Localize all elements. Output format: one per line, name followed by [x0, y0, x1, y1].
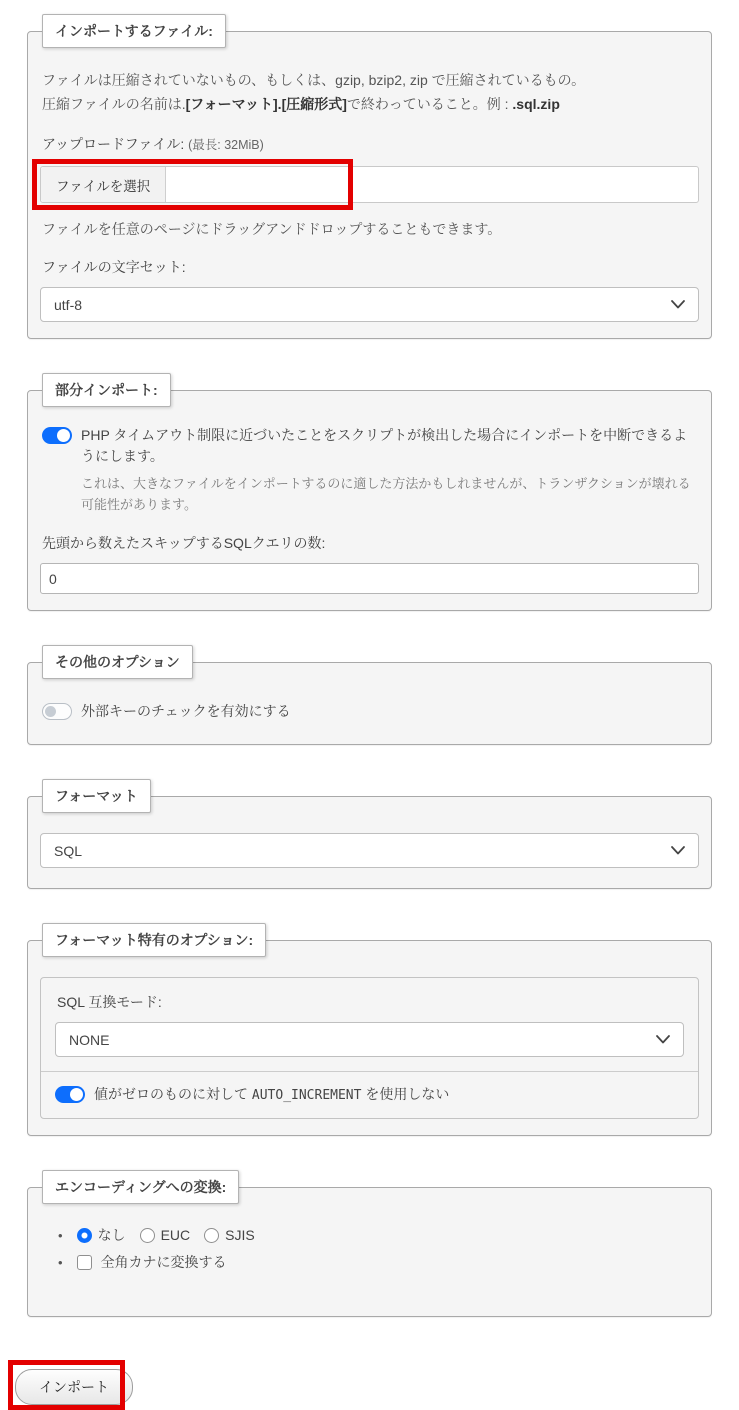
encoding-section [27, 1170, 712, 1317]
format-legend: フォーマット [42, 779, 151, 813]
other-options-legend: その他のオプション [42, 645, 193, 679]
interrupt-toggle-row [42, 425, 697, 467]
partial-import-section [27, 373, 712, 611]
kana-checkbox-label[interactable]: • 全角カナに変換する [100, 1254, 227, 1270]
kana-checkbox-item [58, 1252, 699, 1272]
sql-mode-select[interactable] [55, 1022, 684, 1057]
radio-none[interactable] [77, 1228, 92, 1243]
radio-sjis[interactable] [204, 1228, 219, 1243]
radio-none-label[interactable]: • なし [97, 1227, 126, 1243]
encoding-radio-item [58, 1225, 699, 1245]
interrupt-hint: これは、大きなファイルをインポートするのに適した方法かもしれませんが、トランザクションが壊れる可能性があります。 [81, 476, 691, 512]
encoding-radio-group [77, 1225, 263, 1245]
autoinc-toggle-row [55, 1084, 684, 1106]
dragdrop-note: ファイルを任意のページにドラッグアンドドロップすることもできます。 [42, 221, 502, 237]
upload-max-size-hint: (最長: 32MiB) [188, 138, 264, 152]
chevron-down-icon [671, 300, 685, 309]
desc-format-pattern: [フォーマット].[圧縮形式] [185, 96, 347, 112]
desc-example-filename: .sql.zip [512, 96, 560, 112]
skip-queries-input[interactable] [40, 563, 699, 594]
upload-file-label-text: アップロードファイル: [42, 136, 185, 152]
autoinc-toggle-section [41, 1071, 698, 1118]
file-import-legend: インポートするファイル: [42, 14, 226, 48]
encoding-options-list [40, 1225, 699, 1272]
partial-import-legend: 部分インポート: [42, 373, 171, 407]
format-options-section [27, 923, 712, 1136]
skip-queries-label: 先頭から数えたスキップするSQLクエリの数: [42, 535, 326, 551]
radio-sjis-label[interactable]: SJIS [225, 1227, 255, 1243]
desc-line2-mid: で終わっていること。例 : [346, 96, 513, 112]
sql-mode-label: SQL 互換モード: [57, 994, 162, 1010]
sql-mode-selected-value: NONE [69, 1031, 110, 1048]
autoinc-label-suffix: を使用しない [361, 1086, 450, 1102]
autoinc-toggle[interactable] [55, 1086, 85, 1103]
interrupt-toggle[interactable] [42, 427, 72, 444]
file-input-row [40, 166, 699, 203]
encoding-legend: エンコーディングへの変換: [42, 1170, 239, 1204]
interrupt-toggle-label: PHP タイムアウト制限に近づいたことをスクリプトが検出した場合にインポートを中断できるようにします。 [81, 427, 688, 464]
format-section [27, 779, 712, 889]
file-import-description [42, 68, 697, 116]
charset-select[interactable] [40, 287, 699, 322]
autoinc-label-prefix: 値がゼロのものに対して [94, 1086, 252, 1102]
autoinc-code-text: AUTO_INCREMENT [251, 1088, 362, 1103]
submit-row [15, 1369, 133, 1405]
import-button[interactable]: インポート [15, 1369, 133, 1405]
desc-line2-prefix: 圧縮ファイルの名前は. [42, 96, 186, 112]
kana-checkbox[interactable] [77, 1255, 92, 1270]
file-upload-input[interactable] [40, 166, 699, 203]
format-select[interactable] [40, 833, 699, 868]
charset-selected-value: utf-8 [54, 296, 83, 313]
sql-options-body [41, 978, 698, 1071]
file-import-section [27, 14, 712, 339]
upload-file-label [42, 134, 697, 154]
chevron-down-icon [671, 846, 685, 855]
other-options-section [27, 645, 712, 745]
fk-check-toggle-row [42, 701, 697, 722]
choose-file-button[interactable]: ファイルを選択 [41, 167, 166, 202]
format-selected-value: SQL [54, 842, 83, 859]
charset-label: ファイルの文字セット: [42, 259, 186, 275]
radio-euc-label[interactable]: EUC [160, 1227, 191, 1243]
fk-check-toggle-label: 外部キーのチェックを有効にする [81, 703, 291, 719]
autoinc-toggle-label [94, 1084, 449, 1106]
fk-check-toggle[interactable] [42, 703, 72, 720]
chevron-down-icon [656, 1035, 670, 1044]
format-options-legend: フォーマット特有のオプション: [42, 923, 266, 957]
sql-options-card [40, 977, 699, 1119]
desc-line1: ファイルは圧縮されていないもの、もしくは、gzip, bzip2, zip で圧縮されているもの。 [42, 72, 586, 88]
radio-euc[interactable] [140, 1228, 155, 1243]
